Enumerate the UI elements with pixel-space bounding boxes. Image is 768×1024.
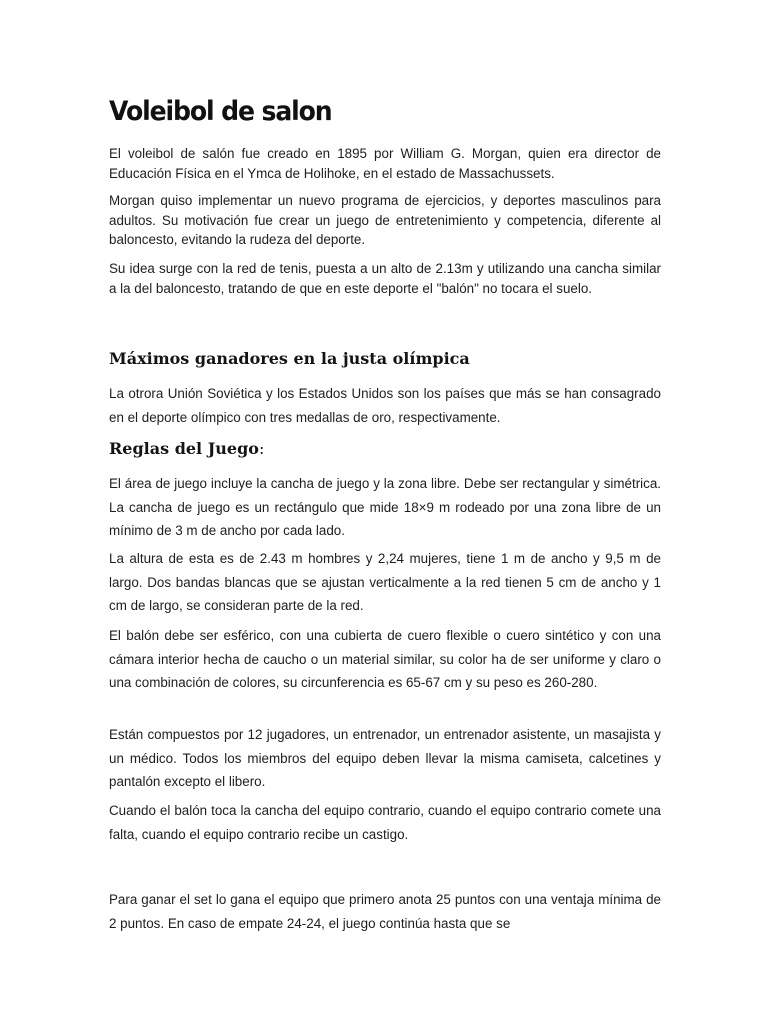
rules-paragraph-3: El balón debe ser esférico, con una cubierta de cuero flexible o cuero sintético y con una cámara interior hecha de caucho o un material similar, su color ha de ser uniforme y claro o una combinación de colores, su circunferencia es 65-67 cm y su peso es 260-280. [109, 628, 661, 690]
rules-heading-colon: : [258, 439, 265, 458]
page-title: Voleibol de salon [109, 96, 332, 127]
winners-heading: Máximos ganadores en la justa olímpica [109, 349, 470, 368]
rules-paragraph-1: El área de juego incluye la cancha de juego y la zona libre. Debe ser rectangular y simétrica. La cancha de juego es un rectángulo que mide 18×9 m rodeado por una zona libre de un mínimo de 3 m de ancho por cada lado. [109, 476, 661, 538]
intro-paragraph-1: El voleibol de salón fue creado en 1895 por William G. Morgan, quien era director de Educación Física en el Ymca de Holihoke, en el estado de Massachussets. [109, 146, 661, 181]
winners-paragraph: La otrora Unión Soviética y los Estados Unidos son los países que más se han consagrado en el deporte olímpico con tres medallas de oro, respectivamente. [109, 386, 661, 425]
intro-paragraph-2: Morgan quiso implementar un nuevo programa de ejercicios, y deportes masculinos para adultos. Su motivación fue crear un juego de entretenimiento y competencia, diferente al baloncesto, evitando la rudeza del deporte. [109, 193, 661, 247]
rules-heading [109, 439, 264, 458]
rules-paragraph-2: La altura de esta es de 2.43 m hombres y 2,24 mujeres, tiene 1 m de ancho y 9,5 m de largo. Dos bandas blancas que se ajustan verticalmente a la red tienen 5 cm de ancho y 1 cm de largo, se consideran parte de la red. [109, 551, 661, 613]
rules-heading-text: Reglas del Juego [109, 439, 259, 458]
rules-paragraph-5: Cuando el balón toca la cancha del equipo contrario, cuando el equipo contrario comete una falta, cuando el equipo contrario recibe un castigo. [109, 803, 661, 842]
rules-paragraph-6: Para ganar el set lo gana el equipo que primero anota 25 puntos con una ventaja mínima de 2 puntos. En caso de empate 24-24, el juego continúa hasta que se [109, 892, 661, 931]
rules-paragraph-4: Están compuestos por 12 jugadores, un entrenador, un entrenador asistente, un masajista y un médico. Todos los miembros del equipo deben llevar la misma camiseta, calcetines y pantalón excepto el libero. [109, 727, 661, 789]
intro-paragraph-3: Su idea surge con la red de tenis, puesta a un alto de 2.13m y utilizando una cancha similar a la del baloncesto, tratando de que en este deporte el "balón" no tocara el suelo. [109, 261, 661, 296]
